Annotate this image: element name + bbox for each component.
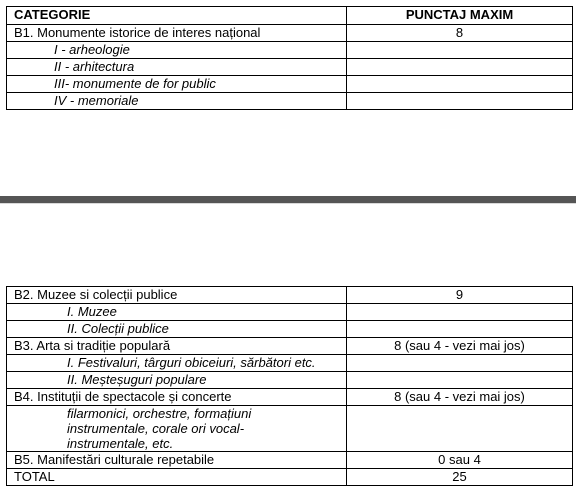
row-score: 0 sau 4	[347, 452, 573, 469]
table-row-b1	[7, 25, 573, 42]
table-row-b3	[7, 338, 573, 355]
total-score: 25	[347, 469, 573, 486]
total-label: TOTAL	[7, 469, 347, 486]
row-label: B1. Monumente istorice de interes național	[7, 25, 347, 42]
row-score	[347, 304, 573, 321]
table-row	[7, 93, 573, 110]
row-label: I. Festivaluri, târguri obiceiuri, sărbători etc.	[7, 355, 347, 372]
row-score	[347, 42, 573, 59]
categories-table-bottom	[6, 286, 573, 486]
row-label: II. Colecții publice	[7, 321, 347, 338]
header-category: CATEGORIE	[7, 7, 347, 25]
table-row	[7, 321, 573, 338]
row-score	[347, 406, 573, 452]
table-row	[7, 42, 573, 59]
categories-table-top	[6, 6, 573, 110]
table-row-total	[7, 469, 573, 486]
row-label: III- monumente de for public	[7, 76, 347, 93]
row-label: I - arheologie	[7, 42, 347, 59]
table-row	[7, 406, 573, 452]
table-row-b5	[7, 452, 573, 469]
row-label: B3. Arta si tradiție populară	[7, 338, 347, 355]
table-row	[7, 76, 573, 93]
row-score: 8	[347, 25, 573, 42]
table-row	[7, 372, 573, 389]
row-label: B5. Manifestări culturale repetabile	[7, 452, 347, 469]
row-score	[347, 355, 573, 372]
row-label: IV - memoriale	[7, 93, 347, 110]
row-label: B2. Muzee si colecții publice	[7, 287, 347, 304]
row-label: I. Muzee	[7, 304, 347, 321]
row-score: 8 (sau 4 - vezi mai jos)	[347, 338, 573, 355]
row-label: filarmonici, orchestre, formațiuni instrumentale, corale ori vocal-instrumentale, etc.	[7, 406, 347, 452]
table-row-b2	[7, 287, 573, 304]
row-label: II. Meșteșuguri populare	[7, 372, 347, 389]
row-score	[347, 59, 573, 76]
row-score: 9	[347, 287, 573, 304]
table-row	[7, 59, 573, 76]
row-score: 8 (sau 4 - vezi mai jos)	[347, 389, 573, 406]
page-break-divider	[0, 196, 576, 203]
table-header-row	[7, 7, 573, 25]
row-score	[347, 372, 573, 389]
row-score	[347, 93, 573, 110]
table-row	[7, 304, 573, 321]
table-row-b4	[7, 389, 573, 406]
header-max-score: PUNCTAJ MAXIM	[347, 7, 573, 25]
row-label: B4. Instituții de spectacole și concerte	[7, 389, 347, 406]
row-score	[347, 321, 573, 338]
table-row	[7, 355, 573, 372]
row-label: II - arhitectura	[7, 59, 347, 76]
page-break-divider-shadow	[0, 203, 576, 204]
row-score	[347, 76, 573, 93]
